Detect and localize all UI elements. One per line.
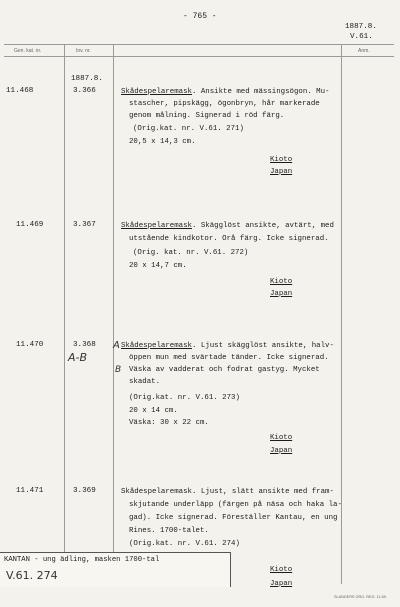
entry-place: Kioto <box>270 278 293 286</box>
entry-line: Väska: 30 x 22 cm. <box>129 419 209 427</box>
handwritten-mark-a: A <box>113 340 120 351</box>
entry-line: skadat. <box>129 378 161 386</box>
page-number: - 765 - <box>183 12 217 21</box>
entry-line: stascher, pipskägg, ögonbryn, hår markerade <box>129 100 320 108</box>
slip-handwritten-ref: V.61. 274 <box>6 569 58 582</box>
printer-footer-note: SLANDERS ORG. REG. 11.69. <box>334 595 387 599</box>
pasted-label-slip <box>0 552 231 587</box>
header-year: 1887.8. <box>345 23 377 31</box>
entry-line: . Ljust, slätt ansikte med fram- <box>191 488 334 496</box>
entry-line: . Ljust skägglöst ansikte, halv- <box>191 342 334 350</box>
entry-inv-number: 3.367 <box>73 221 96 229</box>
entry-line: gad). Icke signerad. Föreställer Kantau, en ung <box>129 514 338 522</box>
column-divider-2 <box>113 44 114 584</box>
entry-place: Kioto <box>270 156 293 164</box>
entry-inv-number: 3.369 <box>73 487 96 495</box>
column-anm-label: Anm. <box>358 48 370 54</box>
entry-line: (Orig.kat. nr. V.61. 274) <box>129 540 240 548</box>
entry-line: skjutande underläpp (färgen på näsa och haka la- <box>129 501 342 509</box>
entry-inv-number: 3.368 <box>73 341 96 349</box>
entry-title-line <box>121 88 329 96</box>
entry-line: 20,5 x 14,3 cm. <box>129 138 196 146</box>
entry-country: Japan <box>270 447 293 455</box>
entry-line: Väska av vadderat och fodrat gastyg. Mycket <box>129 366 320 374</box>
header-ref: V.61. <box>350 33 373 41</box>
entry-title-line <box>121 488 334 496</box>
entry-line: 20 x 14,7 cm. <box>129 262 187 270</box>
entry-line: Rines. 1700-talet. <box>129 527 209 535</box>
entry-country: Japan <box>270 290 293 298</box>
column-inv-label: Inv. nr. <box>76 48 91 54</box>
entry-title: Skådespelaremask <box>121 342 192 350</box>
entry-line: genom målning. Signerad i röd färg. <box>129 112 285 120</box>
column-divider-1 <box>64 44 65 584</box>
entry-line: (Orig. kat. nr. V.61. 272) <box>133 249 249 257</box>
header-rule-top <box>4 44 394 45</box>
entry-line: utstående kindkotor. Orå färg. Icke signerad. <box>129 235 329 243</box>
entry-title: Skådespelaremask <box>121 488 192 496</box>
entry-gen-number: 11.470 <box>16 341 44 349</box>
entry-line: 20 x 14 cm. <box>129 407 178 415</box>
entry-title: Skådespelaremask <box>121 88 192 96</box>
entry-line: . Skägglöst ansikte, avtärt, med <box>191 222 334 230</box>
slip-typed-text: KANTAN - ung ädling, masken 1700-tal <box>4 556 160 564</box>
entry-gen-number: 11.468 <box>6 87 34 95</box>
column-gen-label: Gen. kat. nr. <box>14 48 42 54</box>
entry-gen-number: 11.469 <box>16 221 44 229</box>
entry-title: Skådespelaremask <box>121 222 192 230</box>
entry-line: . Ansikte med mässingsögon. Mu- <box>191 88 330 96</box>
entry-gen-number: 11.471 <box>16 487 44 495</box>
entry-title-line <box>121 222 334 230</box>
entry-place: Kioto <box>270 566 293 574</box>
entry-place: Kioto <box>270 434 293 442</box>
entry-line: öppen mun med svärtade tänder. Icke signerad. <box>129 354 329 362</box>
header-rule-bottom <box>4 56 394 57</box>
entry-inv-number: 3.366 <box>73 87 96 95</box>
entry-title-line <box>121 342 334 350</box>
handwritten-inv-suffix: A-B <box>68 351 88 364</box>
entry-line: (Orig.kat. nr. V.61. 271) <box>133 125 244 133</box>
first-inv-year: 1887.8. <box>71 75 103 83</box>
entry-country: Japan <box>270 168 293 176</box>
entry-country: Japan <box>270 580 293 588</box>
handwritten-mark-b: B <box>115 365 122 375</box>
entry-line: (Orig.kat. nr. V.61. 273) <box>129 394 240 402</box>
